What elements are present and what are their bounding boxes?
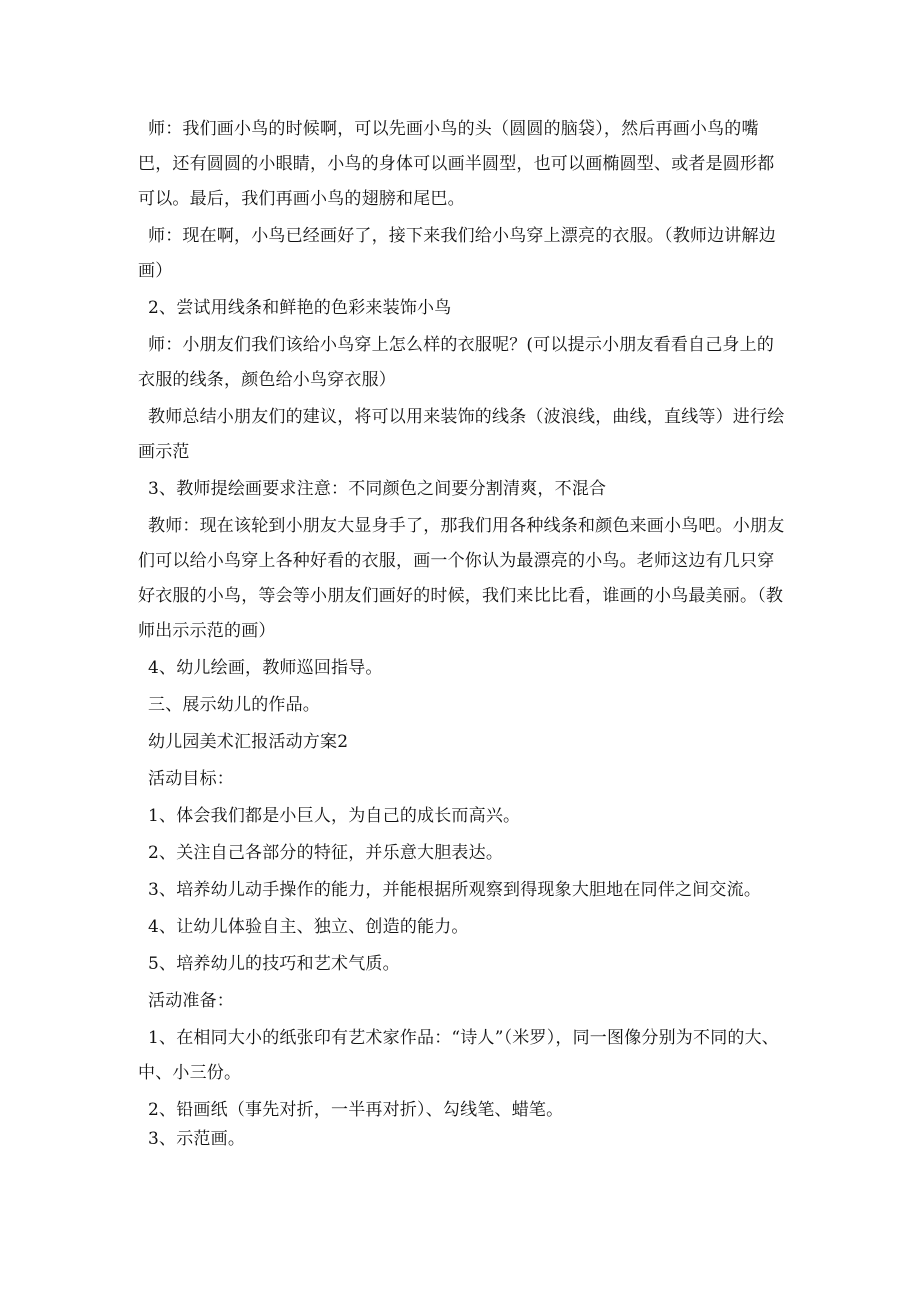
paragraph-section-3: 三、展示幼儿的作品。 xyxy=(148,695,320,715)
paragraph-teacher-question: 师：小朋友们我们该给小鸟穿上怎么样的衣服呢？(可以提示小朋友看看自己身上的衣服的线条，颜色给小鸟穿衣服） xyxy=(138,335,775,390)
goal-item-5: 5、培养幼儿的技巧和艺术气质。 xyxy=(148,954,400,974)
activity-preparation-heading: 活动准备： xyxy=(148,991,234,1011)
goal-item-3: 3、培养幼儿动手操作的能力，并能根据所观察到得现象大胆地在同伴之间交流。 xyxy=(148,880,762,900)
preparation-item-2: 2、铅画纸（事先对折，一半再对折）、勾线笔、蜡笔。 xyxy=(148,1100,564,1120)
paragraph-step-3: 3、教师提绘画要求注意：不同颜色之间要分割清爽，不混合 xyxy=(148,479,607,499)
paragraph-step-2: 2、尝试用线条和鲜艳的色彩来装饰小鸟 xyxy=(148,298,452,318)
goal-item-2: 2、关注自己各部分的特征，并乐意大胆表达。 xyxy=(148,843,504,863)
document-subtitle: 幼儿园美术汇报活动方案2 xyxy=(148,732,349,752)
goal-item-1: 1、体会我们都是小巨人，为自己的成长而高兴。 xyxy=(148,806,521,826)
goal-item-4: 4、让幼儿体验自主、独立、创造的能力。 xyxy=(148,917,469,937)
paragraph-teacher-draw-bird: 师：我们画小鸟的时候啊，可以先画小鸟的头（圆圆的脑袋），然后再画小鸟的嘴巴，还有圆圆的小眼睛，小鸟的身体可以画半圆型，也可以画椭圆型、或者是圆形都可以。最后，我们再画小鸟的翅膀和尾巴。 xyxy=(138,119,775,209)
preparation-item-3: 3、示范画。 xyxy=(148,1129,246,1149)
document-body xyxy=(138,112,788,1157)
paragraph-teacher-summary: 教师总结小朋友们的建议，将可以用来装饰的线条（波浪线，曲线，直线等）进行绘画示范 xyxy=(138,407,785,462)
paragraph-teacher-instruction: 教师：现在该轮到小朋友大显身手了，那我们用各种线条和颜色来画小鸟吧。小朋友们可以给小鸟穿上各种好看的衣服，画一个你认为最漂亮的小鸟。老师这边有几只穿好衣服的小鸟，等会等小朋友们画好的时候，我们来比比看，谁画的小鸟最美丽。（教师出示示范的画） xyxy=(138,516,785,641)
paragraph-step-4: 4、幼儿绘画，教师巡回指导。 xyxy=(148,658,383,678)
activity-goals-heading: 活动目标： xyxy=(148,769,234,789)
paragraph-teacher-dress-bird: 师：现在啊，小鸟已经画好了，接下来我们给小鸟穿上漂亮的衣服。（教师边讲解边画） xyxy=(138,226,776,281)
preparation-item-1: 1、在相同大小的纸张印有艺术家作品：“诗人”（米罗），同一图像分别为不同的大、中、小三份。 xyxy=(138,1028,779,1083)
